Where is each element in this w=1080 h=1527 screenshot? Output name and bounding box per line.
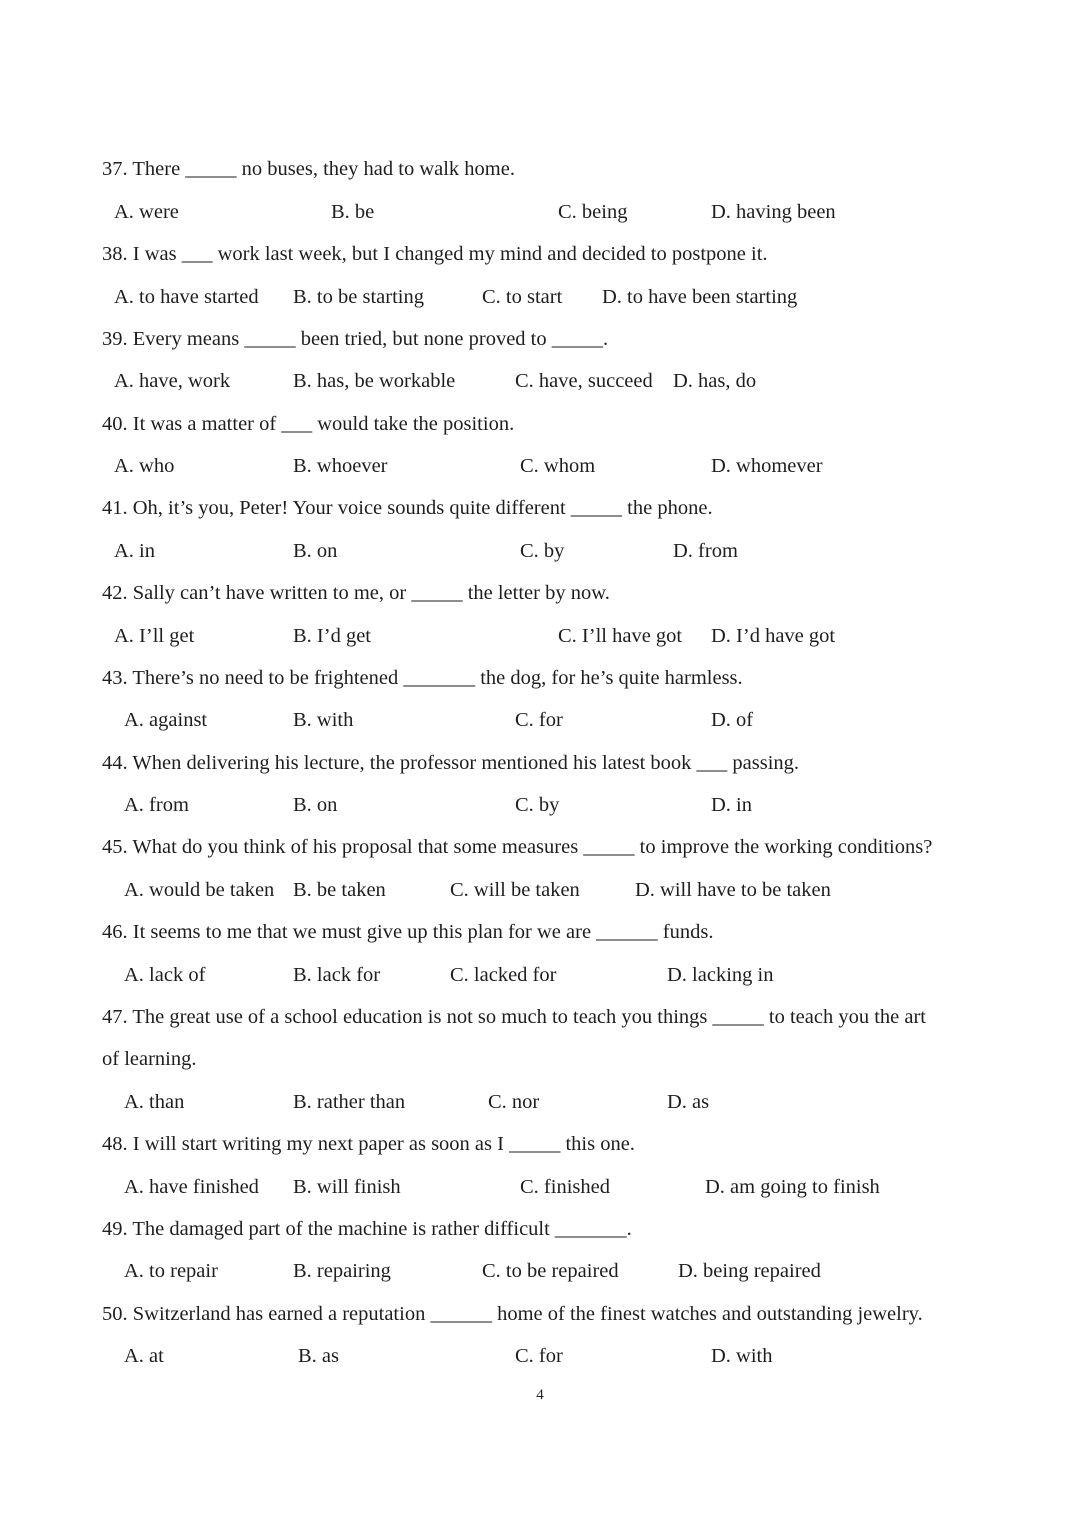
question-41-option-b: B. on xyxy=(293,540,338,562)
question-44-option-c: C. by xyxy=(515,794,560,816)
question-41-option-a: A. in xyxy=(114,540,155,562)
question-37-stem: 37. There _____ no buses, they had to walk home. xyxy=(102,158,515,180)
question-42-option-b: B. I’d get xyxy=(293,625,371,647)
question-46-option-d: D. lacking in xyxy=(667,964,774,986)
question-41-stem: 41. Oh, it’s you, Peter! Your voice sounds quite different _____ the phone. xyxy=(102,497,713,519)
question-37-option-c: C. being xyxy=(558,201,628,223)
question-42-option-a: A. I’ll get xyxy=(114,625,195,647)
question-49-option-a: A. to repair xyxy=(124,1260,218,1282)
question-47-stem-continuation: of learning. xyxy=(102,1048,197,1070)
question-40-option-c: C. whom xyxy=(520,455,596,477)
question-46-option-c: C. lacked for xyxy=(450,964,557,986)
question-40-option-d: D. whomever xyxy=(711,455,823,477)
question-50-option-d: D. with xyxy=(711,1345,773,1367)
question-41-option-c: C. by xyxy=(520,540,565,562)
question-38-stem: 38. I was ___ work last week, but I changed my mind and decided to postpone it. xyxy=(102,243,768,265)
question-43-option-b: B. with xyxy=(293,709,354,731)
question-44-option-b: B. on xyxy=(293,794,338,816)
question-49-option-c: C. to be repaired xyxy=(482,1260,619,1282)
question-45-stem: 45. What do you think of his proposal that some measures _____ to improve the working conditions? xyxy=(102,836,933,858)
question-37-option-b: B. be xyxy=(331,201,375,223)
question-43-stem: 43. There’s no need to be frightened _______ the dog, for he’s quite harmless. xyxy=(102,667,743,689)
question-50-option-a: A. at xyxy=(124,1345,164,1367)
question-50-option-c: C. for xyxy=(515,1345,563,1367)
question-48-option-c: C. finished xyxy=(520,1176,610,1198)
question-49-stem: 49. The damaged part of the machine is rather difficult _______. xyxy=(102,1218,632,1240)
question-48-option-d: D. am going to finish xyxy=(705,1176,880,1198)
question-44-stem: 44. When delivering his lecture, the professor mentioned his latest book ___ passing. xyxy=(102,752,800,774)
question-40-option-a: A. who xyxy=(114,455,175,477)
question-45-option-c: C. will be taken xyxy=(450,879,580,901)
question-49-option-b: B. repairing xyxy=(293,1260,391,1282)
question-37-option-a: A. were xyxy=(114,201,179,223)
question-38-option-b: B. to be starting xyxy=(293,286,424,308)
question-45-option-d: D. will have to be taken xyxy=(635,879,831,901)
question-42-stem: 42. Sally can’t have written to me, or _____ the letter by now. xyxy=(102,582,610,604)
question-40-stem: 40. It was a matter of ___ would take the position. xyxy=(102,413,515,435)
question-42-option-d: D. I’d have got xyxy=(711,625,836,647)
question-48-stem: 48. I will start writing my next paper as soon as I _____ this one. xyxy=(102,1133,635,1155)
question-46-option-b: B. lack for xyxy=(293,964,381,986)
question-49-option-d: D. being repaired xyxy=(678,1260,821,1282)
question-40-option-b: B. whoever xyxy=(293,455,388,477)
question-44-option-a: A. from xyxy=(124,794,189,816)
question-43-option-a: A. against xyxy=(124,709,208,731)
question-38-option-a: A. to have started xyxy=(114,286,259,308)
question-39-option-a: A. have, work xyxy=(114,370,231,392)
question-43-option-c: C. for xyxy=(515,709,563,731)
question-38-option-d: D. to have been starting xyxy=(602,286,798,308)
question-50-stem: 50. Switzerland has earned a reputation ______ home of the finest watches and outstanding jewelry. xyxy=(102,1303,923,1325)
question-47-option-d: D. as xyxy=(667,1091,710,1113)
question-47-option-b: B. rather than xyxy=(293,1091,406,1113)
question-46-stem: 46. It seems to me that we must give up this plan for we are ______ funds. xyxy=(102,921,714,943)
question-37-option-d: D. having been xyxy=(711,201,836,223)
question-39-option-c: C. have, succeed xyxy=(515,370,653,392)
question-47-stem: 47. The great use of a school education is not so much to teach you things _____ to teach you the art xyxy=(102,1006,926,1028)
question-47-option-a: A. than xyxy=(124,1091,185,1113)
question-41-option-d: D. from xyxy=(673,540,738,562)
question-38-option-c: C. to start xyxy=(482,286,563,308)
question-39-option-d: D. has, do xyxy=(673,370,757,392)
question-50-option-b: B. as xyxy=(298,1345,339,1367)
question-46-option-a: A. lack of xyxy=(124,964,206,986)
question-39-stem: 39. Every means _____ been tried, but none proved to _____. xyxy=(102,328,609,350)
question-45-option-b: B. be taken xyxy=(293,879,386,901)
question-39-option-b: B. has, be workable xyxy=(293,370,456,392)
question-44-option-d: D. in xyxy=(711,794,752,816)
question-43-option-d: D. of xyxy=(711,709,754,731)
question-42-option-c: C. I’ll have got xyxy=(558,625,683,647)
question-47-option-c: C. nor xyxy=(488,1091,540,1113)
question-48-option-a: A. have finished xyxy=(124,1176,259,1198)
page-number: 4 xyxy=(536,1387,544,1403)
question-45-option-a: A. would be taken xyxy=(124,879,275,901)
question-48-option-b: B. will finish xyxy=(293,1176,401,1198)
